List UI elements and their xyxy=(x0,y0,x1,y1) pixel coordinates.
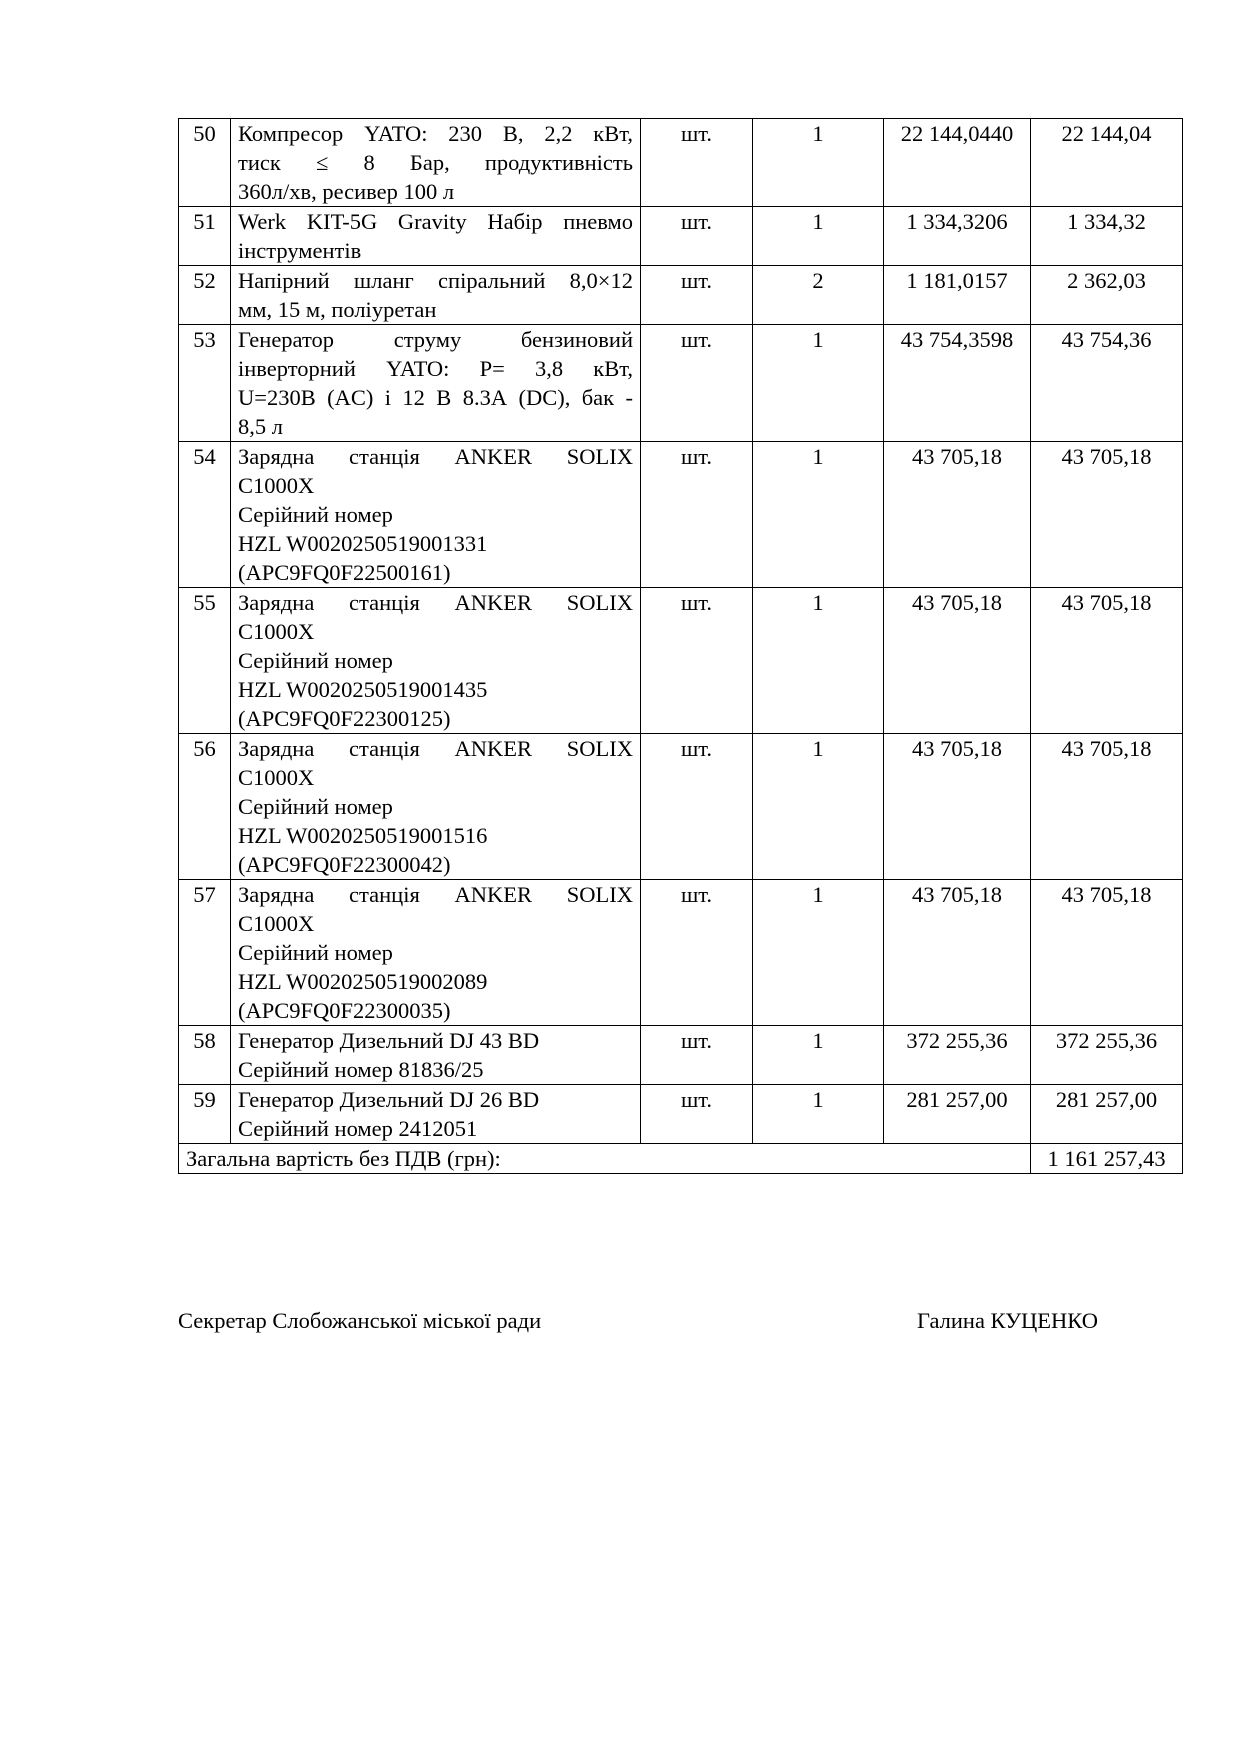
description-line: Напірний шланг спіральний 8,0×12 xyxy=(238,268,633,293)
description-line: Серійний номер xyxy=(238,648,393,673)
row-unit: шт. xyxy=(641,207,753,266)
row-sum: 43 705,18 xyxy=(1031,442,1183,588)
total-label: Загальна вартість без ПДВ (грн): xyxy=(179,1144,1031,1174)
row-number: 51 xyxy=(179,207,231,266)
description-line: тиск ≤ 8 Бар, продуктивність xyxy=(238,150,633,175)
description-line: (APC9FQ0F22500161) xyxy=(238,560,451,585)
row-description xyxy=(231,207,641,266)
description-line: C1000X xyxy=(238,911,315,936)
row-unit-price: 43 705,18 xyxy=(884,734,1031,880)
row-unit-price: 43 705,18 xyxy=(884,588,1031,734)
description-line: C1000X xyxy=(238,473,315,498)
items-table xyxy=(178,118,1183,1174)
description-line: Серійний номер xyxy=(238,794,393,819)
table-row xyxy=(179,266,1183,325)
row-unit-price: 372 255,36 xyxy=(884,1026,1031,1085)
description-line: Werk KIT-5G Gravity Набір пневмо xyxy=(238,209,633,234)
row-number: 52 xyxy=(179,266,231,325)
description-line: Серійний номер xyxy=(238,502,393,527)
row-sum: 43 754,36 xyxy=(1031,325,1183,442)
row-number: 56 xyxy=(179,734,231,880)
table-row xyxy=(179,442,1183,588)
total-row xyxy=(179,1144,1183,1174)
description-line: Зарядна станція ANKER SOLIX xyxy=(238,736,633,761)
items-table-body xyxy=(179,119,1183,1144)
row-sum: 2 362,03 xyxy=(1031,266,1183,325)
row-unit-price: 43 705,18 xyxy=(884,442,1031,588)
table-row xyxy=(179,588,1183,734)
row-description xyxy=(231,588,641,734)
row-quantity: 2 xyxy=(753,266,884,325)
row-sum: 1 334,32 xyxy=(1031,207,1183,266)
row-unit: шт. xyxy=(641,1026,753,1085)
description-line: Компресор YATO: 230 В, 2,2 кВт, xyxy=(238,121,633,146)
row-quantity: 1 xyxy=(753,442,884,588)
row-unit-price: 43 705,18 xyxy=(884,880,1031,1026)
row-number: 53 xyxy=(179,325,231,442)
row-number: 57 xyxy=(179,880,231,1026)
description-line: HZL W0020250519001435 xyxy=(238,677,488,702)
description-line: 8,5 л xyxy=(238,414,283,439)
row-number: 55 xyxy=(179,588,231,734)
description-line: C1000X xyxy=(238,619,315,644)
row-quantity: 1 xyxy=(753,325,884,442)
description-line: C1000X xyxy=(238,765,315,790)
row-description xyxy=(231,325,641,442)
description-line: Генератор Дизельний DJ 43 BD xyxy=(238,1028,540,1053)
description-line: Серійний номер 2412051 xyxy=(238,1116,478,1141)
description-line: (APC9FQ0F22300125) xyxy=(238,706,451,731)
row-unit: шт. xyxy=(641,734,753,880)
description-line: (APC9FQ0F22300035) xyxy=(238,998,451,1023)
row-unit-price: 1 181,0157 xyxy=(884,266,1031,325)
description-line: HZL W0020250519001516 xyxy=(238,823,488,848)
row-number: 58 xyxy=(179,1026,231,1085)
table-row xyxy=(179,325,1183,442)
description-line: HZL W0020250519001331 xyxy=(238,531,488,556)
signatory-role: Секретар Слобожанської міської ради xyxy=(178,1308,542,1333)
row-sum: 43 705,18 xyxy=(1031,880,1183,1026)
row-sum: 22 144,04 xyxy=(1031,119,1183,207)
description-line: U=230В (AC) і 12 В 8.3А (DC), бак - xyxy=(238,385,633,410)
row-sum: 372 255,36 xyxy=(1031,1026,1183,1085)
description-line: мм, 15 м, поліуретан xyxy=(238,297,437,322)
row-quantity: 1 xyxy=(753,588,884,734)
description-line: Генератор Дизельний DJ 26 BD xyxy=(238,1087,540,1112)
signatory-name: Галина КУЦЕНКО xyxy=(917,1308,1098,1333)
row-unit: шт. xyxy=(641,880,753,1026)
row-quantity: 1 xyxy=(753,880,884,1026)
row-quantity: 1 xyxy=(753,1085,884,1144)
row-sum: 281 257,00 xyxy=(1031,1085,1183,1144)
row-unit: шт. xyxy=(641,588,753,734)
row-description xyxy=(231,1085,641,1144)
row-unit-price: 281 257,00 xyxy=(884,1085,1031,1144)
row-quantity: 1 xyxy=(753,734,884,880)
row-unit: шт. xyxy=(641,325,753,442)
description-line: HZL W0020250519002089 xyxy=(238,969,488,994)
description-line: інструментів xyxy=(238,238,362,263)
row-description xyxy=(231,442,641,588)
row-description xyxy=(231,880,641,1026)
row-number: 50 xyxy=(179,119,231,207)
description-line: 360л/хв, ресивер 100 л xyxy=(238,179,455,204)
row-number: 54 xyxy=(179,442,231,588)
description-line: (APC9FQ0F22300042) xyxy=(238,852,451,877)
description-line: Зарядна станція ANKER SOLIX xyxy=(238,882,633,907)
row-unit-price: 43 754,3598 xyxy=(884,325,1031,442)
description-line: Серійний номер xyxy=(238,940,393,965)
row-description xyxy=(231,266,641,325)
row-sum: 43 705,18 xyxy=(1031,588,1183,734)
table-row xyxy=(179,734,1183,880)
description-line: Серійний номер 81836/25 xyxy=(238,1057,484,1082)
table-row xyxy=(179,880,1183,1026)
row-unit-price: 22 144,0440 xyxy=(884,119,1031,207)
row-unit: шт. xyxy=(641,119,753,207)
row-description xyxy=(231,734,641,880)
row-quantity: 1 xyxy=(753,207,884,266)
table-row xyxy=(179,207,1183,266)
table-row xyxy=(179,119,1183,207)
row-description xyxy=(231,119,641,207)
description-line: Генератор струму бензиновий xyxy=(238,327,633,352)
row-unit: шт. xyxy=(641,1085,753,1144)
row-description xyxy=(231,1026,641,1085)
row-sum: 43 705,18 xyxy=(1031,734,1183,880)
row-unit: шт. xyxy=(641,442,753,588)
total-value: 1 161 257,43 xyxy=(1031,1144,1183,1174)
row-unit: шт. xyxy=(641,266,753,325)
table-row xyxy=(179,1026,1183,1085)
description-line: Зарядна станція ANKER SOLIX xyxy=(238,444,633,469)
row-unit-price: 1 334,3206 xyxy=(884,207,1031,266)
table-row xyxy=(179,1085,1183,1144)
description-line: інверторний YATO: P= 3,8 кВт, xyxy=(238,356,633,381)
row-quantity: 1 xyxy=(753,119,884,207)
row-number: 59 xyxy=(179,1085,231,1144)
row-quantity: 1 xyxy=(753,1026,884,1085)
description-line: Зарядна станція ANKER SOLIX xyxy=(238,590,633,615)
